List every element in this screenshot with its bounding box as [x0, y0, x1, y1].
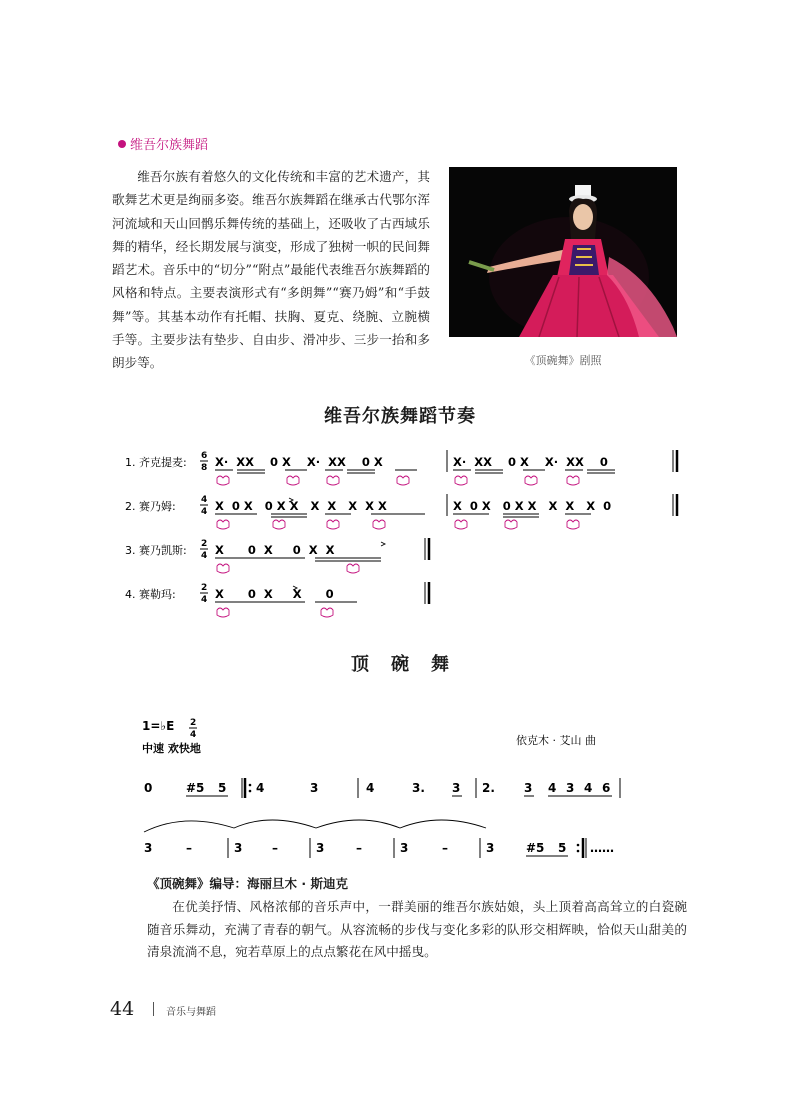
song-meter-top: 2 — [190, 718, 197, 728]
rhythm-measure: X· XX 0 X X· XX 0 — [453, 455, 608, 469]
note: 3. — [412, 781, 425, 795]
note: 4 — [584, 781, 593, 795]
dancer-illustration-icon — [449, 167, 677, 337]
song-score — [120, 712, 660, 872]
note: 5 — [558, 841, 567, 855]
rhythm-row-label: 2. 赛乃姆: — [125, 500, 176, 513]
choreographer-credit: 《顶碗舞》编导：海丽旦木 · 斯迪克 — [147, 876, 348, 891]
song-title: 顶碗舞 — [351, 654, 471, 675]
rhythm-measure: X 0 X 0 X X — [215, 543, 335, 557]
note: 3 — [400, 841, 409, 855]
meter-top: 2 — [201, 583, 208, 593]
note: 3 — [316, 841, 325, 855]
rhythm-measure: X· XX 0 X X· XX 0 X — [215, 455, 383, 469]
rhythm-row-label: 3. 赛乃凯斯: — [125, 544, 187, 557]
note: 3 — [486, 841, 495, 855]
note: – — [186, 841, 192, 855]
note: 4 — [366, 781, 375, 795]
song-tempo: 中速 欢快地 — [142, 742, 201, 755]
note: 5 — [218, 781, 227, 795]
dance-photo — [449, 167, 677, 337]
meter-bottom: 4 — [201, 595, 208, 605]
note: 3 — [524, 781, 533, 795]
page-number: 44 — [110, 998, 135, 1020]
footer-divider — [153, 1002, 154, 1016]
note: 3 — [234, 841, 243, 855]
note: – — [356, 841, 362, 855]
rhythm-title: 维吾尔族舞蹈节奏 — [324, 406, 476, 427]
note: 3 — [310, 781, 319, 795]
section-heading — [118, 134, 208, 153]
rhythm-row-3 — [125, 538, 429, 561]
rhythm-row-label: 4. 赛勒玛: — [125, 588, 176, 601]
note: 4 — [256, 781, 265, 795]
bullet-dot-icon — [118, 140, 126, 148]
rhythm-row-4 — [125, 582, 429, 605]
note: 3 — [566, 781, 575, 795]
meter-top: 2 — [201, 539, 208, 549]
song-composer: 依克木 · 艾山 曲 — [516, 734, 596, 747]
note: 2. — [482, 781, 495, 795]
song-meter-bottom: 4 — [190, 730, 197, 740]
meter-top: 4 — [201, 495, 208, 505]
song-key: 1=♭E — [142, 719, 175, 733]
rhythm-notation — [125, 440, 685, 620]
note: 4 — [548, 781, 557, 795]
meter-top: 6 — [201, 451, 208, 461]
note: 3 — [452, 781, 461, 795]
meter-bottom: 8 — [201, 463, 208, 473]
rhythm-row-1 — [125, 450, 677, 473]
note: #5 — [186, 781, 205, 795]
note: #5 — [526, 841, 545, 855]
note: …… — [590, 841, 614, 855]
note: 0 — [144, 781, 153, 795]
note: 3 — [144, 841, 153, 855]
score-line-2 — [144, 838, 614, 858]
description-paragraph: 在优美抒情、风格浓郁的音乐声中，一群美丽的维吾尔族姑娘，头上顶着高高耸立的白瓷碗随音乐舞动，充满了青春的朝气。从容流畅的步伐与变化多彩的队形交相辉映，恰似天山甜美的清泉流淌不息，宛若草原上的点点繁花在风中摇曳。 — [147, 899, 687, 959]
score-line-1 — [144, 778, 620, 798]
rhythm-row-2 — [125, 494, 677, 517]
rhythm-measure: X 0 X 0 X X X X X X X — [215, 499, 387, 513]
meter-bottom: 4 — [201, 507, 208, 517]
note: – — [442, 841, 448, 855]
section-title: 维吾尔族舞蹈 — [130, 138, 209, 153]
book-title: 音乐与舞蹈 — [166, 1007, 216, 1018]
meter-bottom: 4 — [201, 551, 208, 561]
intro-paragraph: 维吾尔族有着悠久的文化传统和丰富的艺术遗产，其歌舞艺术更是绚丽多姿。维吾尔族舞蹈在继承古代鄂尔浑河流域和天山回鹘乐舞传统的基础上，还吸收了古西域乐舞的精华，经长期发展与演变，形成了独树一帜的民间舞蹈艺术。音乐中的“切分”“附点”最能代表维吾尔族舞蹈的风格和特点。主要表演形式有“多朗舞”“赛乃姆”和“手鼓舞”等。其基本动作有托帽、扶胸、夏克、绕腕、立腕横手等。主要步法有垫步、自由步、滑冲步、三步一抬和多朗步等。 — [112, 169, 430, 371]
rhythm-measure: X 0 X X 0 — [215, 587, 334, 601]
note: 6 — [602, 781, 611, 795]
rhythm-measure: X 0 X 0 X X X X X 0 — [453, 499, 612, 513]
photo-caption: 《顶碗舞》剧照 — [524, 354, 602, 367]
note: – — [272, 841, 278, 855]
rhythm-row-label: 1. 齐克提麦: — [125, 456, 187, 469]
